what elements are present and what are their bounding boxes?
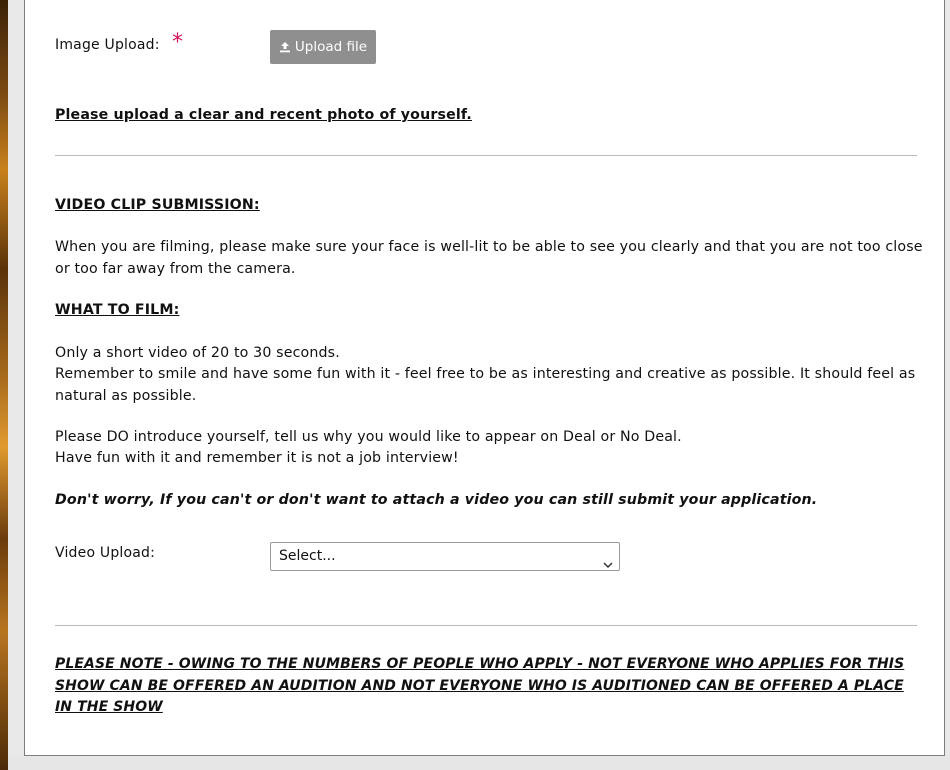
divider xyxy=(55,155,917,156)
upload-icon xyxy=(279,41,291,53)
video-upload-select[interactable] xyxy=(270,542,620,571)
video-section-heading: VIDEO CLIP SUBMISSION: xyxy=(55,197,260,213)
video-upload-select-value: Select... xyxy=(279,548,336,564)
image-upload-instruction: Please upload a clear and recent photo of yourself. xyxy=(55,107,472,123)
required-marker: * xyxy=(172,30,183,55)
have-fun-line: Have fun with it and remember it is not a job interview! xyxy=(55,450,459,466)
smile-paragraph: Remember to smile and have some fun with it - feel free to be as interesting and creative as possible. It should feel as natural as possible. xyxy=(55,366,916,404)
introduce-line: Please DO introduce yourself, tell us why you would like to appear on Deal or No Deal. xyxy=(55,429,682,445)
chevron-down-icon xyxy=(603,552,613,579)
image-upload-label: Image Upload: xyxy=(55,37,160,53)
dont-worry-note: Don't worry, If you can't or don't want to attach a video you can still submit your application. xyxy=(55,492,818,508)
audition-notice: PLEASE NOTE - OWING TO THE NUMBERS OF PEOPLE WHO APPLY - NOT EVERYONE WHO APPLIES FOR THIS SHOW CAN BE OFFERED AN AUDITION AND NOT EVERYONE WHO IS AUDITIONED CAN BE OFFERED A PLACE IN THE SHOW xyxy=(55,656,905,715)
divider xyxy=(55,625,917,626)
video-upload-label: Video Upload: xyxy=(55,545,156,561)
form-panel xyxy=(24,0,945,756)
what-to-film-heading: WHAT TO FILM: xyxy=(55,302,180,318)
upload-file-button[interactable] xyxy=(270,30,376,64)
upload-file-button-label: Upload file xyxy=(294,39,368,55)
short-video-line: Only a short video of 20 to 30 seconds. xyxy=(55,345,340,361)
page-bottom-band xyxy=(8,757,950,770)
background-strip xyxy=(0,0,8,770)
filming-paragraph: When you are filming, please make sure your face is well-lit to be able to see you clearly and that you are not too close or too far away from the camera. xyxy=(55,239,923,277)
